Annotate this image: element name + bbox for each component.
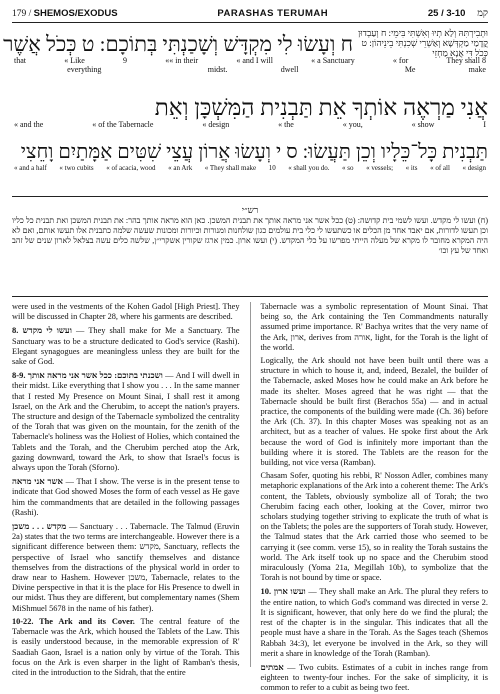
gloss-word: « vessels; xyxy=(366,164,394,172)
column-divider xyxy=(250,302,251,667)
gloss-word: « Like xyxy=(64,56,85,65)
gloss-word: «« in their xyxy=(165,56,199,65)
english-gloss-line xyxy=(12,120,488,129)
rashi-heading: רש״י xyxy=(241,205,259,215)
commentary-lemma: 8-9. ושכנתי בתוכם: ככל אשר אני מראה אותך xyxy=(12,370,163,381)
commentary-paragraph: אמתים — Two cubits. Estimates of a cubit in inches range from eighteen to twenty-four inches. For the sake of simplicity, it is common to refer to a cubit as being two feet. xyxy=(260,661,488,693)
gloss-word: « and the xyxy=(14,120,44,129)
commentary-paragraph: מקדש . . . משכן — Sanctuary . . . Tabernacle. The Talmud (Eruvin 2a) states that the two terms are interchangeable. However there is a significant difference between them: מקדש, Sanctuary, reflects the perspective of Israel who sanctify themselves and distance themselves from the distractions of the physical world in order to draw near to Hashem. However משכן, Tabernacle, relates to the Divine perspective in that it is the place for His Presence to dwell in our midst. Thus they are different, but complementary names (Shem MiShmuel 5678 in the name of his father). xyxy=(12,521,240,613)
book-name: SHEMOS/EXODUS xyxy=(33,7,118,19)
gloss-word: « two cubits xyxy=(59,164,94,172)
hebrew-verse-line: אֲנִי מַרְאֶה אוֹתְךָ אֵת תַּבְנִית הַמִּשְׁכָּן וְאֵת xyxy=(154,95,488,120)
commentary-paragraph: were used in the vestments of the Kohen Gadol [High Priest]. They will be discussed in Chapter 28, where his garments are described. xyxy=(12,302,240,322)
commentary-paragraph: Tabernacle was a symbolic representation of Mount Sinai. That being so, the Ark containing the Ten Commandments naturally assumed prime importance. R' Bachya writes that the very name of the Ark, ארון, derives from אורה, light, for the Torah is the light of the world. xyxy=(260,302,489,352)
commentary-lemma: 10-22. The Ark and its Cover. xyxy=(12,616,135,626)
gloss-word: « design xyxy=(202,120,230,129)
commentary-lemma: 8. ועשו לי מקדש xyxy=(12,325,72,336)
gloss-word: midst. xyxy=(207,65,228,74)
gloss-word: everything xyxy=(67,65,102,74)
hebrew-verse-line: ח וְעָשׂוּ לִי מִקְדָּשׁ וְשָׁכַנְתִּי בְּתוֹכָם: ט כְּכֹל אֲשֶׁר xyxy=(3,32,353,56)
header-right xyxy=(428,8,488,19)
page-number-hebrew: קמ xyxy=(477,8,488,19)
commentary-lemma: אמתים xyxy=(260,661,284,672)
gloss-word: « for xyxy=(392,56,409,65)
gloss-word: « you, xyxy=(342,120,363,129)
gloss-word: « of the Tabernacle xyxy=(92,120,154,129)
hebrew-verse-line: תַּבְנִית כָּל־כֵּלָיו וְכֵן תַּעֲשׂוּ: ס י וְעָשׂוּ אֲרוֹן עֲצֵי שִׁטִּים אַמָּתַיִם וָחֵצִי xyxy=(20,141,488,163)
commentary-paragraph: 10-22. The Ark and its Cover. The central feature of the Tabernacle was the Ark, which housed the Tablets of the Law. This is easily understood because, in the memorable expression of R' Saadiah Gaon, Israel is a nation only by virtue of the Torah. This focus on the Ark is even sharper in the light of Ramban's thesis, cited in the introduction to the Sidrah, that the entire xyxy=(12,616,240,677)
interlinear-block-2 xyxy=(12,96,488,129)
verse-rule xyxy=(12,196,488,197)
commentary-paragraph: Chasam Sofer, quoting his rebbi, R' Nosson Adler, combines many metaphoric explanations of the Ark into a coherent theme: The Ark's content, the Tablets, obviously symbolize all of Torah; the two Cherubim facing each other, looking at the Cover, mirror two scholars studying together striving to explicate the truth of what is on the Tablets; the poles are the supporters of Torah study. However, the Talmud states that the Ark carried those who seemed to be carrying it (see comm. verse 15), so in reality the Torah sustains the world. The Ark itself took up no space and the Cherubim stood miraculously (Yoma 21a, Megillah 10b), to symbolize that the Torah is not bound by time or space. xyxy=(260,471,488,583)
english-gloss-line xyxy=(12,164,488,173)
commentary-paragraph: Logically, the Ark should not have been built until there was a structure in which to house it, and, indeed, Bezalel, the builder of the Tabernacle, asked Moses how he could make an Ark before he made its shelter. Moses agreed that he was right — that the Tabernacle should be built first (Berachos 55a) — and in actual practice, the components of the building were made (Ch. 36) before the Ark (Ch. 37). In this chapter Moses was speaking not as an architect, but as a teacher of values. He spoke first about the Ark because the word of God is infinitely more important than the building where it is stored. The Tablets are the reason for the building, not vice versa (Ramban). xyxy=(260,356,488,468)
gloss-word: They shall 8 xyxy=(446,56,486,65)
commentary-rule xyxy=(12,296,488,297)
header-rule xyxy=(12,22,488,23)
gloss-word: « shall you do. xyxy=(288,164,330,172)
gloss-word: « show xyxy=(411,120,435,129)
commentary-paragraph: 10. ועשו ארון — They shall make an Ark. The plural they refers to the entire nation, to which God's command was directed in verse 2. It is significant, however, that only here do we find the plural; the rest of the chapter is in the singular. This indicates that all the people must have a share in the Torah. As the Sages teach (Shemos Rabbah 34:3), let everyone be involved in the Ark, so they will merit a share in knowledge of the Torah (Ramban). xyxy=(260,586,489,658)
gloss-word: « the xyxy=(278,120,294,129)
commentary-lemma: אשר אני מראה xyxy=(12,476,63,487)
gloss-word: « and a half xyxy=(14,164,47,172)
english-gloss-line xyxy=(12,56,488,65)
rashi-commentary: (ח) ועשו לי מקדש. ועשו לשמי בית קדושה: (ט) ככל אשר אני מראה אותך את תבנית המשכן. כאן הוא מראה אותך בהר: את תבנית המשכן ואת תבנית כל כליו וכן תעשו לדורות, אם יאבד אחד מן הכלים או כשתעשו לי כלי בית עולמים כגון שולחנות ומנורות וכיורות ומכונות שעשה שלמה כתבנית אלו תעשו אותם, ואם לא היה המקרא מחובר לו מקרא של מעלה הייתי מפרשו על כלי המקדש. (י) ועשו ארון. כמין ארגז שקורין אשקרי״ן, שלשה כלים עשה בצלאל לארון שנים של זהב ואחד של עץ וכו׳ xyxy=(12,216,488,255)
commentary-paragraph: אשר אני מראה — That I show. The verse is in the present tense to indicate that God showed Moses the form of each vessel as He gave him the commandments that are detailed in the following passages (Rashi). xyxy=(12,476,240,517)
commentary-lemma: מקדש . . . משכן xyxy=(12,521,67,532)
gloss-word: I xyxy=(483,120,486,129)
parasha-title: PARASHAS TERUMAH xyxy=(217,7,329,19)
commentary-paragraph: 8-9. ושכנתי בתוכם: ככל אשר אני מראה אותך — And I will dwell in their midst. Like everything that I show you . . . In the same manner that I rested My Presence on Mount Sinai, I shall rest it among Israel, on the Ark and the Cherubim, to accept the nation's prayers. The structure and design of the Tabernacle symbolized the centrality of the Torah that was given on the mountain, for the zenith of the Tabernacle's holiness was the Holiest of Holies, which contained the Tablets and the Torah, and the Cherubim perched atop the Ark, gazing downward, toward the Ark, to show that Israel's focus is always upon the Torah (Sforno). xyxy=(12,370,240,473)
gloss-word: « a Sanctuary xyxy=(311,56,355,65)
gloss-word: Me xyxy=(404,65,416,74)
gloss-word: « design xyxy=(462,164,486,172)
commentary-lemma: 10. ועשו ארון xyxy=(260,586,306,597)
interlinear-block xyxy=(3,32,488,74)
header-left: 179 / SHEMOS/EXODUS xyxy=(12,7,118,19)
page-number-left: 179 xyxy=(12,8,27,19)
commentary-column-left xyxy=(12,302,240,677)
targum-text: וּתְבִירְתִּהּ וְלַא תְיוּ וְאִשְׁתִּי בִּימֵי: ח וְעַבְדוּן קֳדָמַי מַקְדְּשָׁא וְאַשְׁרֵי שְׁכִנְתִּי בֵינֵיהוֹן: ט כְּכֹל דִּי אֲנָא מַחְזֵי xyxy=(358,28,488,58)
chapter-verse: 25 / 3-10 xyxy=(427,7,466,19)
gloss-word: 9 xyxy=(123,56,128,65)
gloss-word: that xyxy=(14,56,26,65)
interlinear-block-3 xyxy=(12,140,488,173)
commentary-columns xyxy=(12,302,489,693)
gloss-word: « and I will xyxy=(236,56,273,65)
gloss-word: « They shall make xyxy=(204,164,257,172)
gloss-word: « of acacia, wood xyxy=(106,164,156,172)
gloss-word: « so xyxy=(342,164,354,172)
gloss-word: « an Ark xyxy=(168,164,193,172)
gloss-word: « of all xyxy=(430,164,450,172)
commentary-column-right xyxy=(260,302,489,693)
commentary-paragraph: 8. ועשו לי מקדש — They shall make for Me a Sanctuary. The Sanctuary was to be a structure dedicated to God's service (Rashi). Elegant synagogues are meaningless unless they are built for the sake of God. xyxy=(12,325,240,367)
gloss-word: « its xyxy=(405,164,418,172)
gloss-word: make xyxy=(468,65,486,74)
gloss-word: dwell xyxy=(280,65,299,74)
page-header xyxy=(12,6,488,20)
english-gloss-line-2 xyxy=(12,65,488,74)
gloss-word: 10 xyxy=(268,164,276,172)
